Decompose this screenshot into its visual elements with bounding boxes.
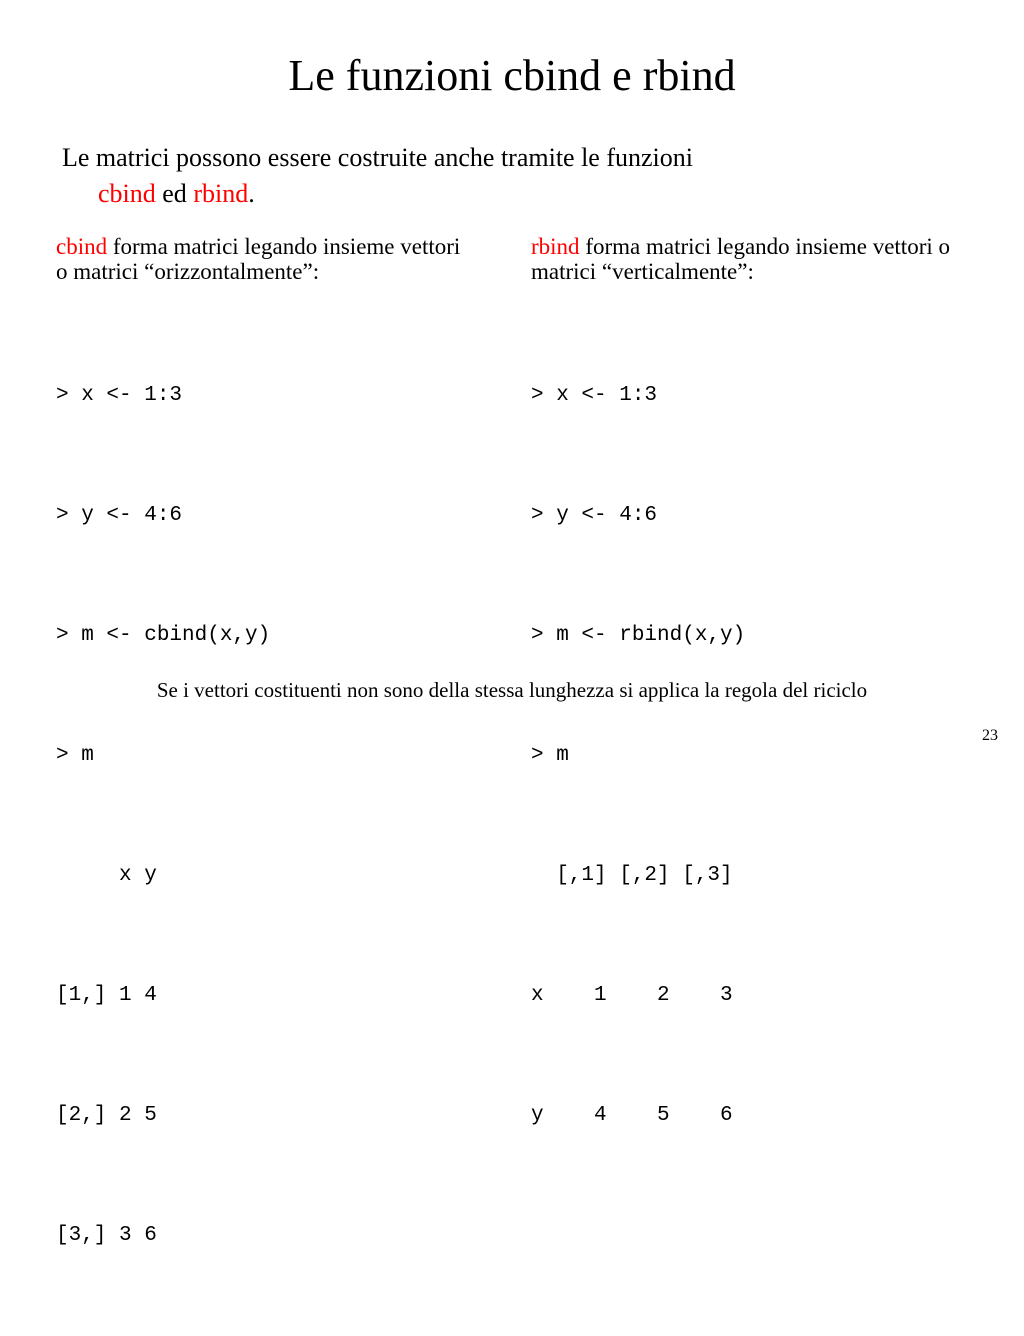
code-line: > m <- rbind(x,y) [531, 624, 746, 647]
rbind-description [531, 234, 951, 284]
output-line: [,1] [,2] [,3] [531, 864, 733, 887]
intro-end: . [248, 179, 255, 208]
cbind-description [56, 234, 476, 284]
code-line: > m [531, 744, 569, 767]
cbind-column [56, 234, 476, 1336]
code-line: > x <- 1:3 [531, 384, 658, 407]
code-line: > y <- 4:6 [531, 504, 658, 527]
page-number: 23 [982, 727, 998, 744]
cbind-code-block [56, 296, 476, 1336]
intro-line-2 [62, 176, 962, 212]
code-line: > m <- cbind(x,y) [56, 624, 271, 647]
rbind-description-text: forma matrici legando insieme vettori o matrici “verticalmente”: [531, 234, 950, 284]
rbind-code-block [531, 296, 951, 1216]
cbind-keyword: cbind [56, 234, 108, 259]
output-line: x 1 2 3 [531, 984, 733, 1007]
output-line: [1,] 1 4 [56, 984, 157, 1007]
cbind-description-text: forma matrici legando insieme vettori o matrici “orizzontalmente”: [56, 234, 461, 284]
code-line: > x <- 1:3 [56, 384, 183, 407]
intro-term-cbind: cbind [98, 179, 156, 208]
code-line: > y <- 4:6 [56, 504, 183, 527]
recycling-note: Se i vettori costituenti non sono della stessa lunghezza si applica la regola del riciclo [156, 678, 868, 702]
intro-term-rbind: rbind [193, 179, 249, 208]
intro-connector: ed [155, 179, 194, 208]
output-line: [2,] 2 5 [56, 1104, 157, 1127]
code-line: > m [56, 744, 94, 767]
output-line: y 4 5 6 [531, 1104, 733, 1127]
rbind-keyword: rbind [531, 234, 580, 259]
intro-paragraph [62, 140, 962, 212]
intro-text: Le matrici possono essere costruite anche tramite le funzioni [62, 143, 693, 172]
slide-title: Le funzioni cbind e rbind [288, 51, 736, 100]
output-line: [3,] 3 6 [56, 1224, 157, 1247]
output-line: x y [56, 864, 157, 887]
rbind-column [531, 234, 951, 1216]
